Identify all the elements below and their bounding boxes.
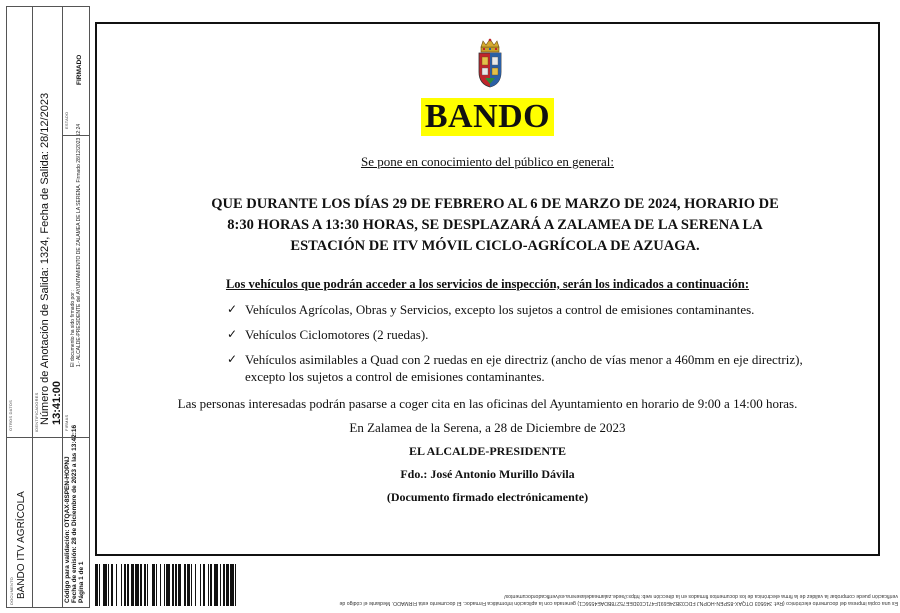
- signer-name: Fdo.: José Antonio Murillo Dávila: [400, 467, 575, 481]
- page-title: BANDO: [421, 98, 554, 136]
- metadata-document-column: [7, 7, 33, 607]
- exit-number-line: Número de Anotación de Salida: 1324, Fecha de Salida: 28/12/2023: [39, 92, 51, 425]
- title-wrapper: [97, 98, 878, 136]
- document-divider: [7, 437, 32, 438]
- vehicle-list: [227, 301, 827, 393]
- state-caption: ESTADO: [64, 111, 69, 129]
- footer-line-1: Es una copia impresa del documento electrónico (Ref: 349503 OTQAX-8SPEN-HOPNJ FDC03B24E691F471C03DEE75278BDAE4556C1) generada con la aplicación informática Firmadoc. El documento está FIRMADO. Mediante el código de: [339, 600, 898, 606]
- verification-footer: [283, 564, 898, 606]
- signatures-line-2: 1.- ALCALDE-PRESIDENTE del AYUNTAMIENTO DE ZALAMEA DE LA SERENA. Firmado 28/12/2023 12:24: [76, 123, 82, 367]
- signatures-caption: FIRMAS: [64, 414, 69, 431]
- intro-text: Se pone en conocimiento del público en general:: [360, 154, 615, 169]
- list-item: [227, 301, 827, 318]
- validation-code: Código para validación: OTQAX-8SPEN-HOPNJ: [64, 456, 71, 603]
- barcode-bar: [236, 564, 237, 606]
- vehicle-item-text: Vehículos asimilables a Quad con 2 ruedas en eje directriz (ancho de vías menor a 460mm en eje directriz), excepto los sujetos a control de emisiones contaminantes.: [245, 352, 803, 384]
- list-item: [227, 326, 827, 343]
- signed-note: (Documento firmado electrónicamente): [386, 490, 589, 504]
- page-count: Página 1 de 1: [78, 561, 85, 603]
- coat-of-arms-icon: [475, 38, 505, 88]
- check-icon: ✓: [227, 327, 238, 341]
- metadata-signatures-column: [63, 7, 90, 607]
- check-icon: ✓: [227, 352, 238, 366]
- signatures-line-1: El documento ha sido firmado por :: [70, 289, 76, 367]
- appointment-text: Las personas interesadas podrán pasarse a coger cita en las oficinas del Ayuntamiento en horario de 9:00 a 14:00 horas.: [177, 396, 798, 411]
- state-value: FIRMADO: [76, 54, 83, 85]
- document-caption: DOCUMENTO: [9, 577, 14, 605]
- metadata-strip: [6, 6, 90, 608]
- headline-text: QUE DURANTE LOS DÍAS 29 DE FEBRERO AL 6 DE MARZO DE 2024, HORARIO DE 8:30 HORAS A 13:30 HORAS, SE DESPLAZARÁ A ZALAMEA DE LA SERENA LA ESTACIÓN DE ITV MÓVIL CICLO-AGRÍCOLA DE AZUAGA.: [211, 196, 779, 254]
- check-icon: ✓: [227, 302, 238, 316]
- identifiers-caption: IDENTIFICADORES: [34, 392, 39, 432]
- barcode: [95, 564, 281, 606]
- emission-date: Fecha de emisión: 28 de Diciembre de 2023 a las 13:42:16: [71, 424, 78, 603]
- footer-line-2: verificación puede comprobar la validez de la firma electrónica de los documentos firmados en la dirección web: https://sede.zalameadelaserena.es/verificadordocumentos/: [504, 593, 898, 599]
- vehicle-item-text: Vehículos Agrícolas, Obras y Servicios, excepto los sujetos a control de emisiones contaminantes.: [245, 302, 755, 317]
- signer-role: EL ALCALDE-PRESIDENTE: [408, 444, 567, 458]
- place-date-text: En Zalamea de la Serena, a 28 de Diciembre de 2023: [349, 420, 626, 435]
- metadata-identifiers-column: [33, 7, 63, 607]
- document-title: BANDO ITV AGRÍCOLA: [16, 491, 27, 599]
- list-item: [227, 351, 827, 385]
- identifiers-divider: [33, 437, 62, 438]
- signatures-divider: [63, 437, 89, 438]
- state-divider: [63, 135, 89, 136]
- vehicles-heading: Los vehículos que podrán acceder a los servicios de inspección, serán los indicados a continuación:: [225, 277, 750, 291]
- bando-document: [95, 22, 880, 556]
- exit-time: 13:41:00: [51, 380, 63, 425]
- other-data-caption: OTROS DATOS: [8, 400, 13, 431]
- vehicle-item-text: Vehículos Ciclomotores (2 ruedas).: [245, 327, 429, 342]
